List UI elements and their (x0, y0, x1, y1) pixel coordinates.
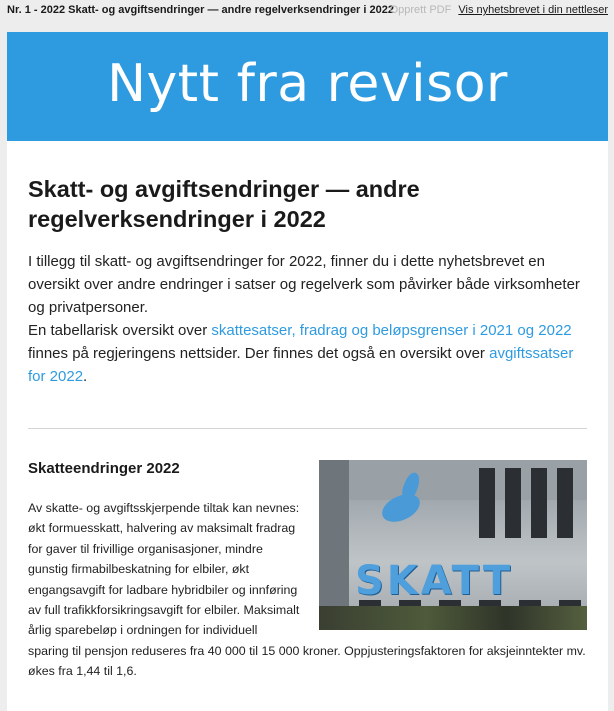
banner-logo-text: Nytt fra revisor (107, 53, 508, 114)
create-pdf-link[interactable]: Opprett PDF (389, 4, 452, 16)
skatteetaten-building-photo (319, 460, 587, 630)
photo-foliage (319, 606, 587, 630)
intro-text-segment: En tabellarisk oversikt over (28, 322, 212, 339)
duty-rates-link[interactable]: avgiftssatser for 2022 (28, 345, 574, 385)
newsletter-card (7, 32, 608, 711)
tax-changes-section (28, 460, 587, 682)
intro-paragraph-2 (28, 319, 587, 388)
photo-sign-text: SKATT (355, 558, 514, 604)
section-heading: Skatteendringer 2022 (28, 460, 180, 477)
newsletter-content (7, 174, 608, 682)
top-bar (0, 0, 614, 30)
section-body: Av skatte- og avgiftsskjerpende tiltak kan nevnes: økt formuesskatt, halvering av maksimalt fradrag for gaver til frivillige organisasjoner, mindre gunstig firmabilbeskatning for elbiler, økt engangsavgift for ladbare hybridbiler og innføring av full trafikkforsikringsavgift for elbiler. Maksimalt årlig sparebeløp i ordningen for individuell sparing til pensjon reduseres fra 40 000 til 15 000 kroner. Oppjusteringsfaktoren for aksjeinntekter mv. økes fra 1,44 til 1,6. (28, 501, 586, 679)
header-banner (7, 32, 608, 141)
newsletter-title: Nr. 1 - 2022 Skatt- og avgiftsendringer — andre regelverksendringer i 2022 (7, 4, 394, 16)
intro-paragraph-1: I tillegg til skatt- og avgiftsendringer for 2022, finner du i dette nyhetsbrevet en oversikt over andre endringer i satser og regelverk som påvirker både virksomheter og privatpersoner. (28, 253, 580, 316)
intro-text-segment: . (83, 368, 88, 385)
section-divider (28, 428, 587, 429)
tax-rates-link[interactable]: skattesatser, fradrag og beløpsgrenser i 2021 og 2022 (211, 322, 572, 339)
view-in-browser-link[interactable]: Vis nyhetsbrevet i din nettleser (458, 4, 608, 16)
top-bar-actions (390, 4, 608, 17)
article-title: Skatt- og avgiftsendringer — andre regelverksendringer i 2022 (28, 176, 420, 232)
intro-text (28, 250, 587, 388)
intro-text-segment: finnes på regjeringens nettsider. Der finnes det også en oversikt over (28, 345, 490, 362)
